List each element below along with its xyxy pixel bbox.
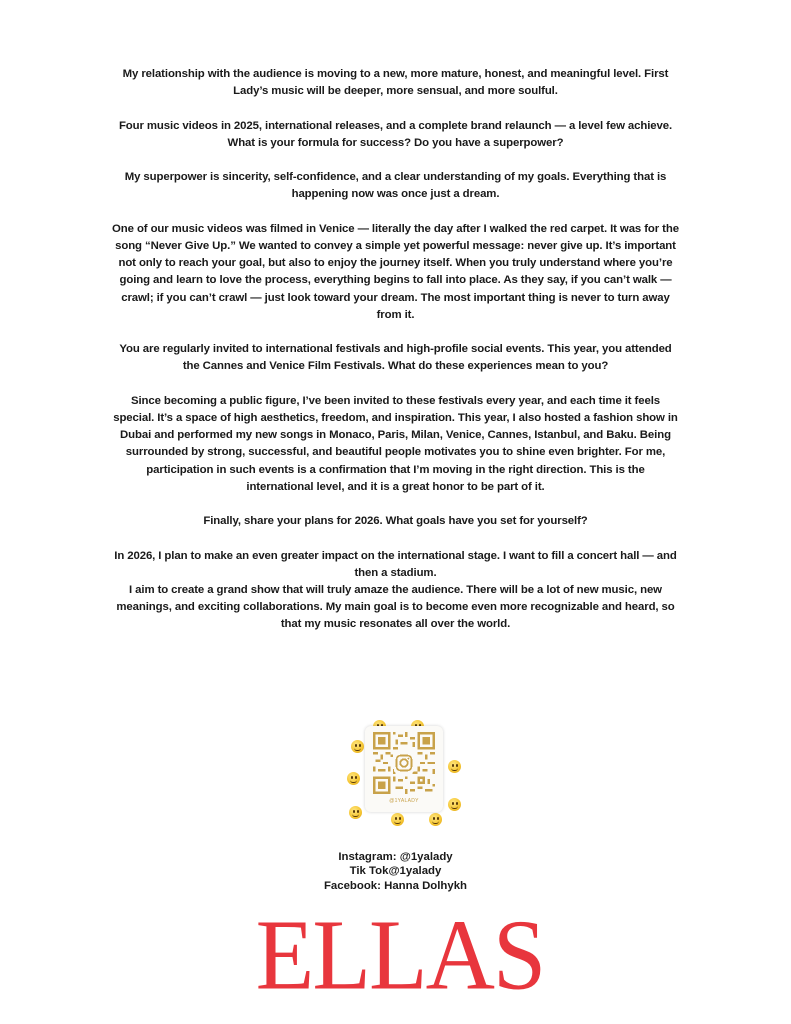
facebook-link[interactable]: Facebook: Hanna Dolhykh <box>323 879 468 892</box>
answer-paragraph: I aim to create a grand show that will truly amaze the audience. There will be a lot of new music, new meanings, and exciting collaborations. My main goal is to become even more recognizable and heard, so that my music resonates all over the world. <box>116 583 675 631</box>
qr-card <box>365 726 443 812</box>
smiley-emoji-icon <box>429 813 442 826</box>
smiley-emoji-icon <box>349 806 362 819</box>
smiley-emoji-icon <box>448 760 461 773</box>
answer-paragraph: One of our music videos was filmed in Venice — literally the day after I walked the red carpet. It was for the song “Never Give Up.” We wanted to convey a simple yet powerful message: never give up. It’s important not only to reach your goal, but also to enjoy the journey itself. When you truly understand where you’re going and learn to love the process, everything begins to fall into place. As they say, if you can’t walk — crawl; if you can’t crawl — just look toward your dream. The most important thing is never to turn away from it. <box>112 222 679 321</box>
social-links <box>250 850 541 893</box>
ellas-logo: ELLAS <box>255 898 545 1011</box>
smiley-emoji-icon <box>391 813 404 826</box>
tiktok-link[interactable]: Tik Tok@1yalady <box>349 865 442 878</box>
question-paragraph: Four music videos in 2025, international releases, and a complete brand relaunch — a level few achieve. What is your formula for success? Do you have a superpower? <box>118 119 673 149</box>
answer-paragraph: Since becoming a public figure, I’ve been invited to these festivals every year, and each time it feels special. It’s a space of high aesthetics, freedom, and inspiration. This year, I also hosted a fashion show in Dubai and performed my new songs in Monaco, Paris, Milan, Venice, Cannes, Istanbul, and Baku. Being surrounded by strong, successful, and beautiful people motivates you to shine even brighter. For me, participation in such events is a confirmation that I’m moving in the right direction. This is the international level, and it is a great honor to be part of it. <box>113 394 678 493</box>
smiley-emoji-icon <box>351 740 364 753</box>
qr-handle-label: @1YALADY <box>389 798 419 804</box>
answer-paragraph: My superpower is sincerity, self-confidence, and a clear understanding of my goals. Everything that is happening now was once just a dream. <box>124 171 667 201</box>
qr-code[interactable] <box>373 732 435 794</box>
question-paragraph: Finally, share your plans for 2026. What goals have you set for yourself? <box>203 515 588 528</box>
smiley-emoji-icon <box>448 798 461 811</box>
answer-paragraph: My relationship with the audience is moving to a new, more mature, honest, and meaningful level. First Lady’s music will be deeper, more sensual, and more soulful. <box>122 68 669 98</box>
question-paragraph: You are regularly invited to international festivals and high-profile social events. This year, you attended the Cannes and Venice Film Festivals. What do these experiences mean to you? <box>119 343 672 373</box>
qr-code-block[interactable] <box>345 720 463 826</box>
answer-paragraph: In 2026, I plan to make an even greater impact on the international stage. I want to fill a concert hall — and then a stadium. <box>114 549 677 579</box>
smiley-emoji-icon <box>347 772 360 785</box>
article-body <box>112 66 679 634</box>
instagram-link[interactable]: Instagram: @1yalady <box>338 851 453 863</box>
